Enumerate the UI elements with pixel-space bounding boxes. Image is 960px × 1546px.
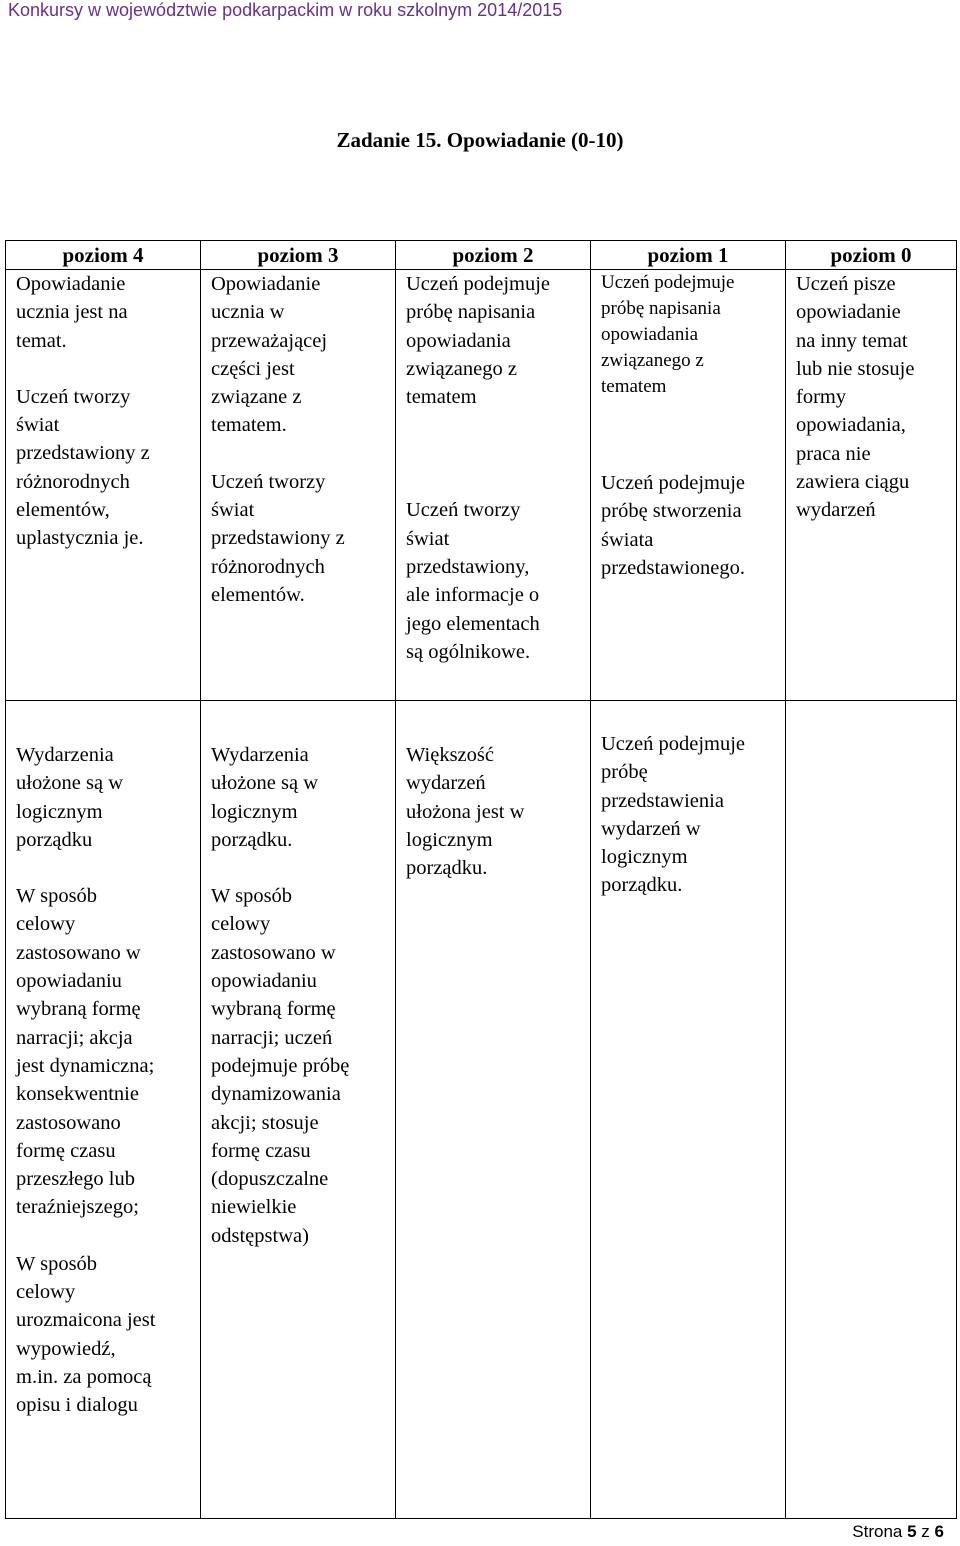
table-cell: [591, 701, 786, 1519]
table-cell: [786, 701, 957, 1519]
criterion-text: W sposób celowy zastosowano w opowiadaniu wybraną formę narracji; akcja jest dynamiczna; konsekwentnie zastosowano formę czasu przeszłego lub teraźniejszego;: [16, 885, 155, 1219]
scoring-table: [5, 240, 957, 1519]
criterion-text: Uczeń podejmuje próbę stworzenia świata przedstawionego.: [601, 472, 746, 579]
page-label: Strona: [852, 1522, 903, 1541]
page-footer: [852, 1522, 944, 1542]
table-cell: [201, 701, 396, 1519]
level-header: poziom 2: [396, 241, 591, 270]
level-header: poziom 0: [786, 241, 957, 270]
page-number: 5: [907, 1522, 917, 1541]
table-cell: [786, 270, 957, 701]
criterion-text: Uczeń pisze opowiadanie na inny temat lub nie stosuje formy opowiadania, praca nie zawiera ciągu wydarzeń: [796, 273, 915, 522]
table-cell: [396, 270, 591, 701]
criterion-text: Uczeń tworzy świat przedstawiony z różnorodnych elementów.: [211, 470, 345, 606]
level-header: poziom 1: [591, 241, 786, 270]
criterion-text: W sposób celowy zastosowano w opowiadaniu wybraną formę narracji; uczeń podejmuje próbę dynamizowania akcji; stosuje formę czasu (dopuszczalne niewielkie odstępstwa): [211, 885, 350, 1247]
level-header: poziom 3: [201, 241, 396, 270]
table-cell: [6, 270, 201, 701]
table-cell: [201, 270, 396, 701]
criterion-text: Uczeń tworzy świat przedstawiony, ale informacje o jego elementach są ogólnikowe.: [406, 499, 540, 663]
criterion-text: Uczeń podejmuje próbę napisania opowiadania związanego z tematem: [601, 272, 735, 397]
criterion-text: Uczeń podejmuje próbę napisania opowiadania związanego z tematem: [406, 273, 551, 409]
page-total: 6: [934, 1522, 944, 1541]
table-cell: [396, 701, 591, 1519]
table-row: [6, 270, 957, 701]
task-title: Zadanie 15. Opowiadanie (0-10): [336, 128, 624, 152]
criterion-text: Uczeń podejmuje próbę przedstawienia wydarzeń w logicznym porządku.: [601, 733, 746, 897]
page-of: z: [921, 1522, 930, 1541]
table-row: [6, 701, 957, 1519]
table-cell: [591, 270, 786, 701]
criterion-text: Opowiadanie ucznia w przeważającej części jest związane z tematem.: [211, 273, 328, 437]
table-cell: [6, 701, 201, 1519]
criterion-text: Uczeń tworzy świat przedstawiony z różnorodnych elementów, uplastycznia je.: [16, 385, 150, 550]
criterion-text: Opowiadanie ucznia jest na temat.: [16, 273, 128, 352]
criterion-text: Wydarzenia ułożone są w logicznym porządku: [16, 744, 124, 851]
criterion-text: W sposób celowy urozmaicona jest wypowiedź, m.in. za pomocą opisu i dialogu: [16, 1252, 156, 1417]
level-header-row: [6, 241, 957, 270]
level-header: poziom 4: [6, 241, 201, 270]
document-header: Konkursy w województwie podkarpackim w roku szkolnym 2014/2015: [8, 0, 563, 20]
criterion-text: Wydarzenia ułożone są w logicznym porządku.: [211, 744, 319, 851]
criterion-text: Większość wydarzeń ułożona jest w logicznym porządku.: [406, 744, 525, 880]
